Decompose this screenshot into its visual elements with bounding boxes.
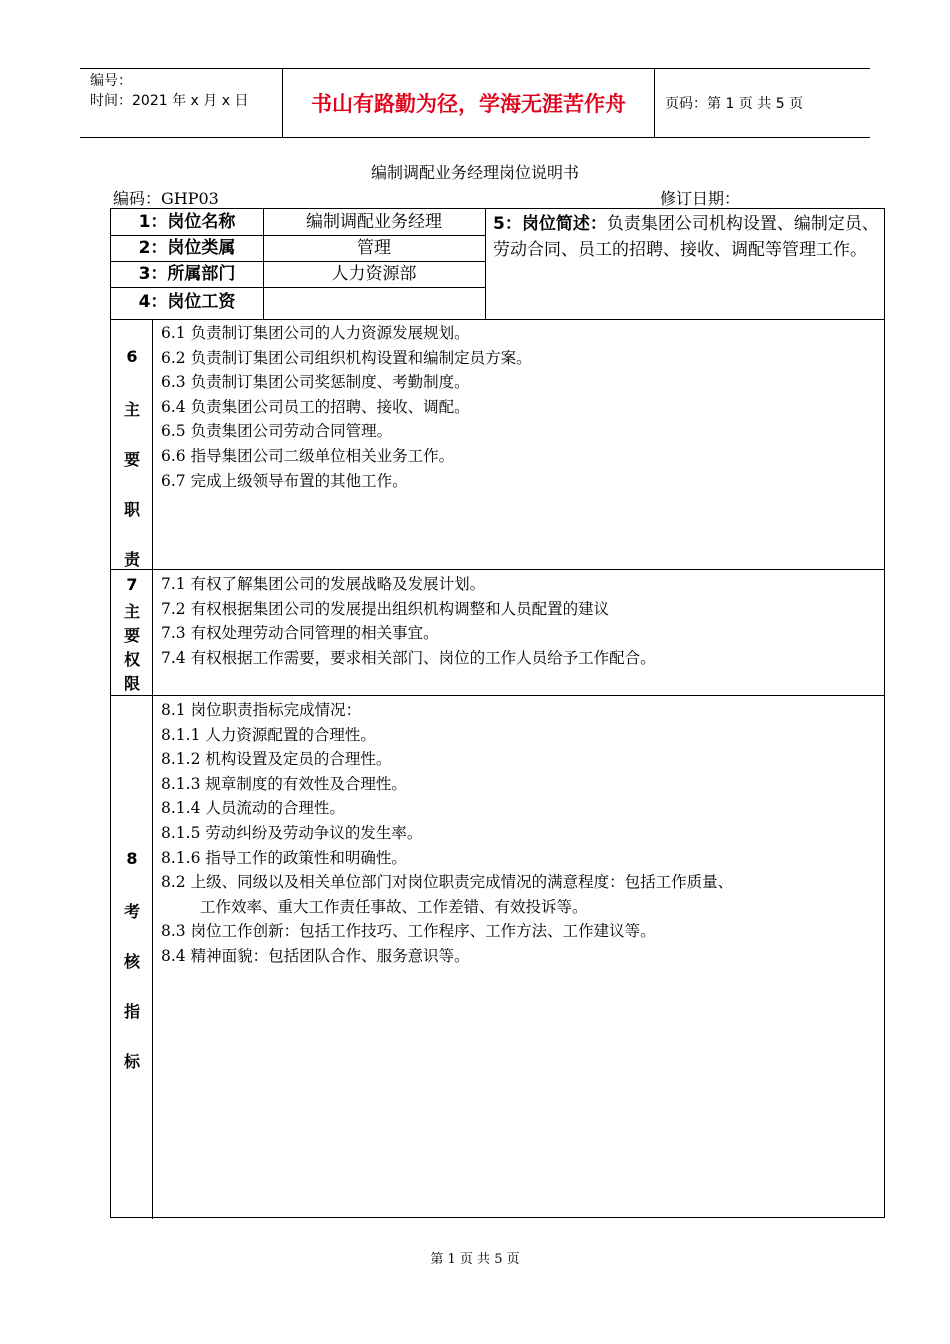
- authority-side-1: 7: [126, 575, 138, 594]
- value-job-title: 编制调配业务经理: [306, 212, 442, 232]
- header-page-code: 页码：第 1 页 共 5 页: [665, 96, 804, 112]
- list-item: 8.1.5 劳动纠纷及劳动争议的发生率。: [161, 823, 423, 842]
- assessment-list: [161, 698, 733, 969]
- list-item: 8.1.4 人员流动的合理性。: [161, 799, 345, 818]
- list-item: 6.4 负责集团公司员工的招聘、接收、调配。: [161, 397, 470, 416]
- document-title: 编制调配业务经理岗位说明书: [370, 163, 579, 182]
- document-code: 编码：GHP03: [113, 189, 219, 208]
- duties-side-2: 主: [123, 400, 140, 419]
- list-item: 8.1 岗位职责指标完成情况：: [161, 701, 362, 719]
- list-item: 8.2 上级、同级以及相关单位部门对岗位职责完成情况的满意程度：包括工作质量、: [161, 873, 734, 892]
- duties-list: [161, 321, 532, 493]
- list-item: 8.4 精神面貌：包括团队合作、服务意识等。: [161, 946, 470, 965]
- authority-side-4: 权: [123, 650, 140, 669]
- duties-side-1: 6: [126, 347, 138, 366]
- assessment-side-1: 8: [126, 849, 138, 868]
- list-item: 8.1.3 规章制度的有效性及合理性。: [161, 774, 407, 793]
- duties-side-5: 责: [123, 550, 140, 569]
- header-slogan: 书山有路勤为径，学海无涯苦作舟: [282, 69, 655, 137]
- label-department: 3：所属部门: [138, 264, 236, 284]
- revision-date: 修订日期：: [660, 189, 741, 208]
- value-department: 人力资源部: [331, 264, 417, 284]
- list-item: 6.6 指导集团公司二级单位相关业务工作。: [161, 446, 455, 465]
- header-meta: [80, 69, 282, 137]
- list-item: 8.1.6 指导工作的政策性和明确性。: [161, 848, 407, 867]
- list-item: 6.7 完成上级领导布置的其他工作。: [161, 471, 408, 490]
- list-item: 7.3 有权处理劳动合同管理的相关事宜。: [161, 624, 439, 643]
- duties-side-4: 职: [123, 500, 140, 519]
- list-item: 6.3 负责制订集团公司奖惩制度、考勤制度。: [161, 373, 470, 392]
- list-item: 6.2 负责制订集团公司组织机构设置和编制定员方案。: [161, 348, 532, 367]
- job-brief: [493, 211, 883, 263]
- job-brief-text: 负责集团公司机构设置、编制定员、劳动合同、员工的招聘、接收、调配等管理工作。: [493, 214, 879, 260]
- list-item: 6.5 负责集团公司劳动合同管理。: [161, 422, 393, 441]
- assessment-side-4: 指: [123, 1002, 140, 1021]
- authority-side-3: 要: [123, 626, 140, 645]
- list-item: 工作效率、重大工作责任事故、工作差错、有效投诉等。: [200, 897, 588, 916]
- header-time: 时间：2021 年 x 月 x 日: [90, 93, 249, 109]
- page-header: [80, 68, 870, 138]
- label-salary: 4：岗位工资: [138, 292, 236, 312]
- authority-list: [161, 572, 656, 670]
- list-item: 7.1 有权了解集团公司的发展战略及发展计划。: [161, 575, 486, 593]
- duties-side-3: 要: [123, 450, 140, 469]
- assessment-side-3: 核: [123, 952, 140, 971]
- job-description-table: [110, 208, 885, 1218]
- value-job-category: 管理: [357, 238, 391, 258]
- job-brief-label: 5：岗位简述：: [493, 214, 607, 234]
- header-number: 编号：: [90, 73, 132, 89]
- authority-side-5: 限: [123, 674, 140, 693]
- list-item: 8.1.1 人力资源配置的合理性。: [161, 725, 376, 744]
- list-item: 7.2 有权根据集团公司的发展提出组织机构调整和人员配置的建议: [161, 599, 610, 618]
- label-job-title: 1：岗位名称: [138, 212, 236, 232]
- assessment-side-2: 考: [123, 902, 140, 921]
- label-job-category: 2：岗位类属: [138, 238, 236, 258]
- list-item: 7.4 有权根据工作需要，要求相关部门、岗位的工作人员给予工作配合。: [161, 648, 656, 667]
- authority-side-2: 主: [123, 602, 140, 621]
- list-item: 6.1 负责制订集团公司的人力资源发展规划。: [161, 324, 470, 342]
- page-footer: 第 1 页 共 5 页: [430, 1252, 520, 1267]
- assessment-side-5: 标: [123, 1052, 140, 1071]
- list-item: 8.1.2 机构设置及定员的合理性。: [161, 750, 392, 769]
- list-item: 8.3 岗位工作创新：包括工作技巧、工作程序、工作方法、工作建议等。: [161, 922, 656, 941]
